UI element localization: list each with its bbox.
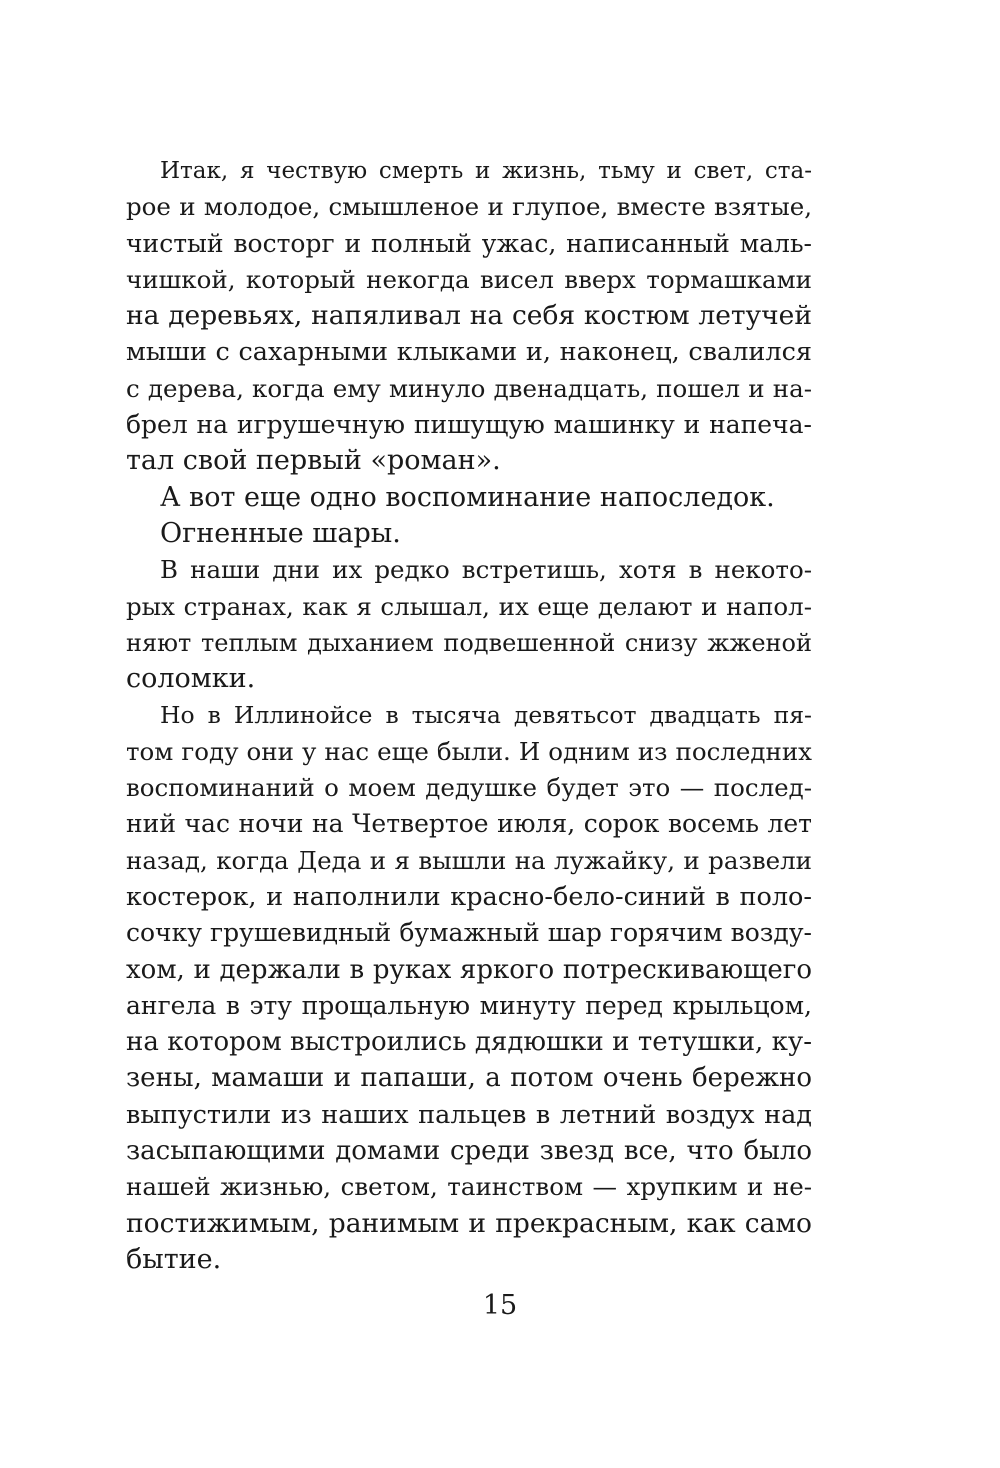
text-line: В наши дни их редко встретишь, хотя в некото- — [160, 555, 812, 585]
paragraph-1 — [126, 153, 812, 480]
text-line: чишкой, который некогда висел вверх тормашками — [126, 264, 812, 294]
text-line: Огненные шары. — [160, 517, 401, 549]
text-line: нашей жизнью, светом, таинством — хрупким и не- — [126, 1172, 812, 1202]
text-line: Но в Иллинойсе в тысяча девятьсот двадцать пя- — [160, 701, 812, 730]
text-line: на котором выстроились дядюшки и тетушки, ку- — [126, 1027, 812, 1058]
text-line: ангела в эту прощальную минуту перед крыльцом, — [126, 990, 812, 1020]
text-line: воспоминаний о моем дедушке будет это — послед- — [126, 773, 812, 803]
text-line: с дерева, когда ему минуло двенадцать, пошел и на- — [126, 373, 812, 403]
text-line: мыши с сахарными клыками и, наконец, свалился — [126, 337, 812, 368]
text-line: том году они у нас еще были. И одним из последних — [126, 736, 812, 766]
text-line: засыпающими домами среди звезд все, что было — [126, 1136, 812, 1167]
page-number: 15 — [482, 1290, 518, 1321]
paragraph-2 — [126, 480, 812, 516]
text-line: выпустили из наших пальцев в летний воздух над — [126, 1099, 812, 1130]
text-line: ний час ночи на Четвертое июля, сорок восемь лет — [126, 809, 812, 839]
text-line: А вот еще одно воспоминание напоследок. — [160, 481, 775, 513]
text-line: хом, и держали в руках яркого потрескивающего — [126, 954, 812, 985]
text-line: постижимым, ранимым и прекрасным, как само — [126, 1207, 812, 1239]
text-line: соломки. — [126, 663, 256, 695]
text-line: рое и молодое, смышленое и глупое, вместе взятые, — [126, 192, 812, 222]
text-line: костерок, и наполнили красно-бело-синий в поло- — [126, 881, 812, 912]
text-line: бытие. — [126, 1243, 222, 1275]
text-line: на деревьях, напяливал на себя костюм летучей — [126, 300, 812, 332]
text-line: рых странах, как я слышал, их еще делают и напол- — [126, 591, 812, 621]
text-line: брел на игрушечную пишущую машинку и напеча- — [126, 410, 812, 440]
text-line: сочку грушевидный бумажный шар горячим возду- — [126, 918, 812, 948]
paragraph-3 — [126, 516, 812, 552]
text-line: чистый восторг и полный ужас, написанный маль- — [126, 228, 812, 258]
text-line: назад, когда Деда и я вышли на лужайку, и развели — [126, 845, 812, 875]
text-line: няют теплым дыханием подвешенной снизу жженой — [126, 628, 812, 657]
body-text — [126, 153, 812, 1278]
paragraph-5 — [126, 697, 812, 1278]
text-line: Итак, я чествую смерть и жизнь, тьму и свет, ста- — [160, 158, 812, 184]
text-line: зены, мамаши и папаши, а потом очень бережно — [126, 1063, 812, 1094]
text-line: тал свой первый «роман». — [126, 445, 501, 477]
paragraph-4 — [126, 552, 812, 697]
